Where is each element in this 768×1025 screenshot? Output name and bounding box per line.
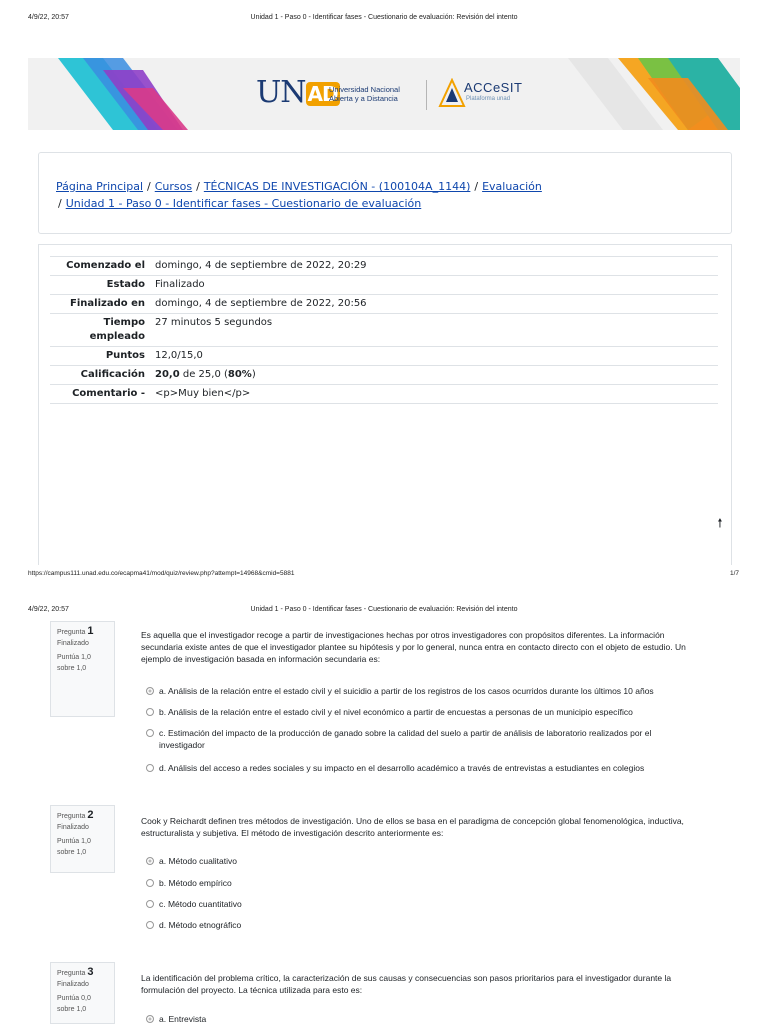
breadcrumb-home[interactable]: Página Principal — [56, 180, 144, 193]
print-title-p2: Unidad 1 - Paso 0 - Identificar fases - Cuestionario de evaluación: Revisión del intento — [250, 606, 518, 613]
arrow-up-icon: 🠕 — [717, 516, 723, 530]
breadcrumb-quiz[interactable]: Unidad 1 - Paso 0 - Identificar fases - Cuestionario de evaluación — [65, 197, 422, 210]
unad-logo: UN AD — [256, 75, 338, 110]
answer-option[interactable]: a. Análisis de la relación entre el estado civil y el suicidio a partir de los registros de los casos ocurridos durante los últimos 10 años — [146, 685, 706, 697]
breadcrumb-section[interactable]: Evaluación — [482, 180, 542, 193]
accesit-subtitle: Plataforma unad — [466, 96, 511, 102]
comment-value: <p>Muy bien</p> — [155, 388, 251, 399]
grade-value: 20,0 — [155, 369, 180, 380]
breadcrumb-course[interactable]: TÉCNICAS DE INVESTIGACIÓN - (100104A_1144) — [203, 180, 471, 193]
answer-option[interactable]: b. Análisis de la relación entre el estado civil y el nivel económico a partir de encuestas a personas de un municipio específico — [146, 706, 706, 718]
summary-row: Estado Finalizado — [50, 276, 718, 295]
answer-option[interactable]: d. Método etnográfico — [146, 919, 706, 931]
breadcrumb: Página Principal / Cursos / TÉCNICAS DE INVESTIGACIÓN - (100104A_1144) / Evaluación / Unidad 1 - Paso 0 - Identificar fases - Cuestionario de evaluación — [56, 180, 542, 210]
answer-option[interactable]: d. Análisis del acceso a redes sociales y su impacto en el desarrollo académico a través de entrevistas a estudiantes en colegios — [146, 762, 706, 774]
attempt-summary-table — [50, 256, 718, 404]
radio-icon — [146, 857, 154, 865]
logo-divider — [426, 80, 427, 110]
question-info: Pregunta 2 Finalizado Puntúa 1,0 sobre 1,0 — [50, 805, 115, 873]
back-to-top-button[interactable] — [706, 512, 734, 534]
answer-option[interactable]: c. Estimación del impacto de la producción de ganado sobre la calidad del suelo a partir de análisis de laboratorio realizados por el investigador — [146, 727, 706, 751]
summary-row-grade: Calificación 20,0 de 25,0 (80%) — [50, 366, 718, 385]
print-title: Unidad 1 - Paso 0 - Identificar fases - Cuestionario de evaluación: Revisión del intento — [250, 14, 518, 21]
radio-icon — [146, 729, 154, 737]
print-page-number: 1/7 — [730, 570, 740, 577]
summary-row: Finalizado en domingo, 4 de septiembre de 2022, 20:56 — [50, 295, 718, 314]
radio-icon — [146, 764, 154, 772]
radio-icon — [146, 900, 154, 908]
breadcrumb-courses[interactable]: Cursos — [154, 180, 193, 193]
radio-icon — [146, 879, 154, 887]
print-datetime-p2: 4/9/22, 20:57 — [28, 606, 69, 613]
radio-icon — [146, 708, 154, 716]
radio-icon — [146, 1015, 154, 1023]
accesit-logo-text: ACCeSIT — [464, 80, 523, 95]
answer-option[interactable]: b. Método empírico — [146, 877, 706, 889]
answer-option[interactable]: a. Método cualitativo — [146, 855, 706, 867]
university-name: Universidad Nacional Abierta y a Distancia — [329, 85, 400, 103]
summary-row: Puntos 12,0/15,0 — [50, 347, 718, 366]
summary-row: Tiempo empleado 27 minutos 5 segundos — [50, 314, 718, 347]
answer-option[interactable]: c. Método cuantitativo — [146, 898, 706, 910]
radio-icon — [146, 687, 154, 695]
accesit-logo-icon — [438, 78, 466, 108]
radio-icon — [146, 921, 154, 929]
question-text: Cook y Reichardt definen tres métodos de investigación. Uno de ellos se basa en el paradigma de concepción global fenomenológica, inductiva, estructuralista y subjetiva. El método de investigación descrito anteriormente es: — [141, 816, 684, 839]
print-url: https://campus111.unad.edu.co/ecapma41/mod/quiz/review.php?attempt=14968&cmid=5881 — [28, 570, 295, 577]
question-info: Pregunta 1 Finalizado Puntúa 1,0 sobre 1,0 — [50, 621, 115, 717]
question-text: Es aquella que el investigador recoge a partir de investigaciones hechas por otros investigadores con propósitos diferentes. La información secundaria existe antes de que el investigador plantee su hipótesis y por lo general, nunca entra en contacto directo con el objeto de estudio. Un ejemplo de investigación basada en información secundaria es: — [141, 630, 686, 665]
answer-option[interactable]: a. Entrevista — [146, 1013, 706, 1025]
print-datetime: 4/9/22, 20:57 — [28, 14, 69, 21]
summary-row-comment: Comentario - <p>Muy bien</p> — [50, 385, 718, 404]
grade-percent: 80% — [227, 369, 252, 380]
question-text: La identificación del problema crítico, la caracterización de sus causas y consecuencias son pasos prioritarios para el investigador durante la formulación del proyecto. La técnica utilizada para esto es: — [141, 973, 672, 996]
summary-row: Comenzado el domingo, 4 de septiembre de 2022, 20:29 — [50, 257, 718, 276]
question-info: Pregunta 3 Finalizado Puntúa 0,0 sobre 1,0 — [50, 962, 115, 1024]
